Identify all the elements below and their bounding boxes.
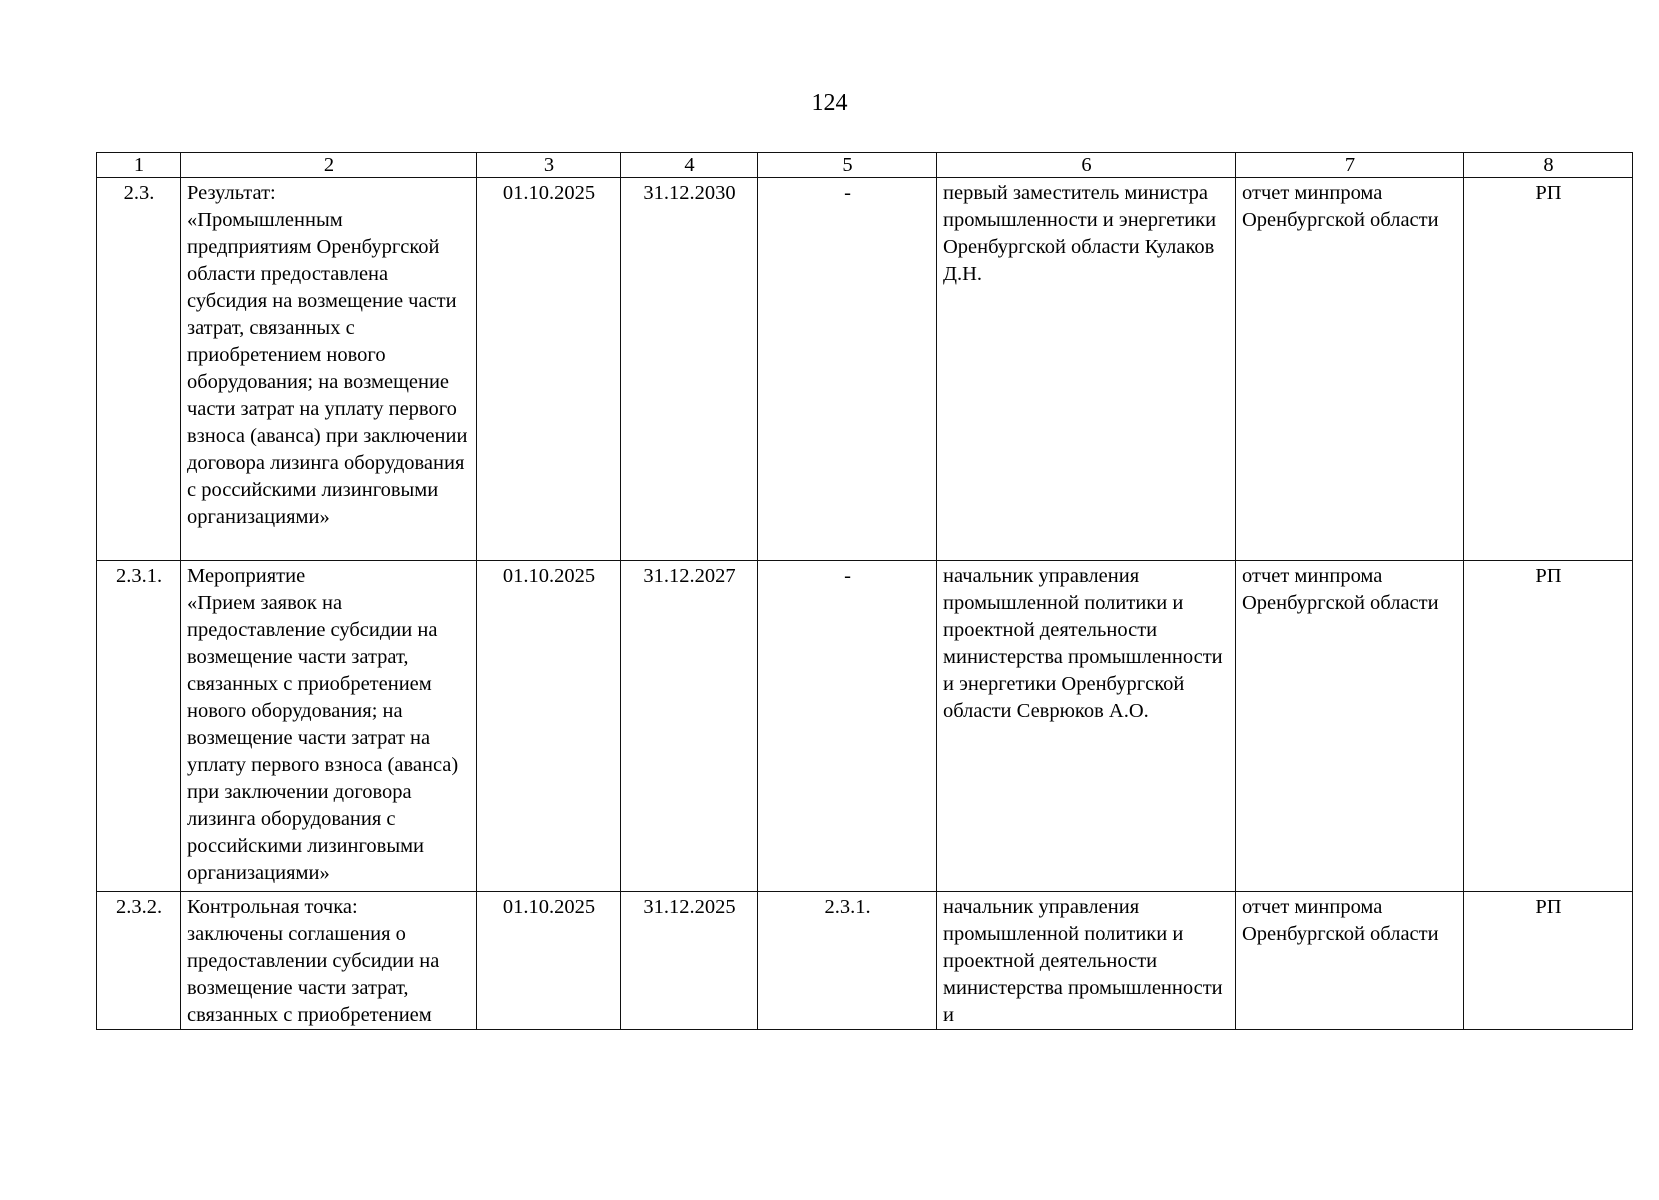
start-date: 01.10.2025 (477, 892, 621, 1030)
start-date: 01.10.2025 (477, 561, 621, 892)
responsible-person: первый заместитель министра промышленности и энергетики Оренбургской области Кулаков Д.Н. (937, 178, 1236, 561)
table-row (97, 561, 1633, 892)
end-date: 31.12.2030 (621, 178, 758, 561)
page-number: 124 (811, 90, 848, 116)
item-name: Результат: «Промышленным предприятиям Оренбургской области предоставлена субсидия на возмещение части затрат, связанных с приобретением нового оборудования; на возмещение части затрат на уплату первого взноса (аванса) при заключении договора лизинга оборудования с российскими лизинговыми организациями» (181, 178, 477, 561)
level: РП (1464, 178, 1633, 561)
column-header: 6 (937, 153, 1236, 178)
table-row (97, 178, 1633, 561)
predecessor: 2.3.1. (758, 892, 937, 1030)
report-type: отчет минпрома Оренбургской области (1236, 561, 1464, 892)
column-header: 8 (1464, 153, 1633, 178)
column-header: 1 (97, 153, 181, 178)
item-name: Контрольная точка: заключены соглашения о предоставлении субсидии на возмещение части затрат, связанных с приобретением (181, 892, 477, 1030)
level: РП (1464, 892, 1633, 1030)
end-date: 31.12.2027 (621, 561, 758, 892)
report-type: отчет минпрома Оренбургской области (1236, 178, 1464, 561)
predecessor: - (758, 561, 937, 892)
responsible-person: начальник управления промышленной политики и проектной деятельности министерства промышленности и энергетики Оренбургской области Севрюков А.О. (937, 561, 1236, 892)
column-header: 3 (477, 153, 621, 178)
item-name: Мероприятие «Прием заявок на предоставление субсидии на возмещение части затрат, связанных с приобретением нового оборудования; на возмещение части затрат на уплату первого взноса (аванса) при заключении договора лизинга оборудования с российскими лизинговыми организациями» (181, 561, 477, 892)
report-type: отчет минпрома Оренбургской области (1236, 892, 1464, 1030)
responsible-person: начальник управления промышленной политики и проектной деятельности министерства промышленности и (937, 892, 1236, 1030)
column-header: 2 (181, 153, 477, 178)
column-header: 5 (758, 153, 937, 178)
item-number: 2.3. (97, 178, 181, 561)
start-date: 01.10.2025 (477, 178, 621, 561)
end-date: 31.12.2025 (621, 892, 758, 1030)
header-row (97, 153, 1633, 178)
predecessor: - (758, 178, 937, 561)
column-header: 7 (1236, 153, 1464, 178)
item-number: 2.3.1. (97, 561, 181, 892)
level: РП (1464, 561, 1633, 892)
schedule-table (96, 152, 1633, 1030)
column-header: 4 (621, 153, 758, 178)
table-row (97, 892, 1633, 1030)
item-number: 2.3.2. (97, 892, 181, 1030)
